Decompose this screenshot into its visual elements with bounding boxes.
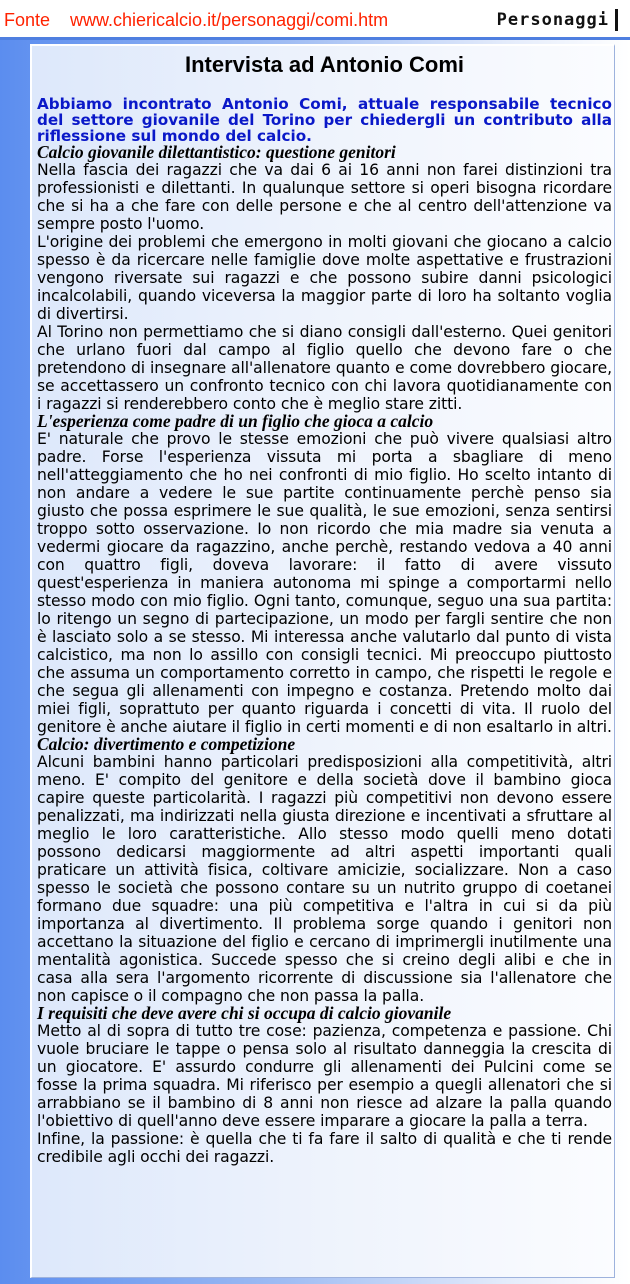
- source-label: Fonte: [4, 10, 51, 30]
- article-intro: Abbiamo incontrato Antonio Comi, attuale responsabile tecnico del settore giovanile del Torino per chiedergli un contributo alla riflessione sul mondo del calcio.: [37, 95, 612, 145]
- paragraph: Metto al di sopra di tutto tre cose: pazienza, competenza e passione. Chi vuole bruciare le tappe o pensa solo al risultato danneggia la crescita di un giocatore. E' assurdo condurre gli allenamenti dei Pulcini come se fosse la prima squadra. Mi riferisco per esempio a quegli allenatori che si arrabbiano se il bambino di 8 anni non riesce ad alzare la palla quando l'obiettivo di quell'anno deve essere imparare a giocare la palla a terra.: [37, 1022, 612, 1130]
- section-heading: Calcio giovanile dilettantistico: questione genitori: [37, 142, 396, 162]
- header-divider: [0, 37, 630, 40]
- section-heading: I requisiti che deve avere chi si occupa di calcio giovanile: [37, 1003, 452, 1023]
- source-link[interactable]: www.chiericalcio.it/personaggi/comi.htm: [70, 10, 389, 30]
- paragraph: L'origine dei problemi che emergono in molti giovani che giocano a calcio spesso è da ricercare nelle famiglie dove molte aspettative e frustrazioni vengono riversate sui ragazzi e che possono subire danni psicologici incalcolabili, quando viceversa la maggior parte di loro ha soltanto voglia di divertirsi.: [37, 233, 612, 323]
- paragraph: Al Torino non permettiamo che si diano consigli dall'esterno. Quei genitori che urlano fuori dal campo al figlio quello che devono fare o che pretendono di insegnare all'allenatore quanto e come dovrebbero giocare, se accettassero un confronto tecnico con chi lavora quotidianamente con i ragazzi si renderebbero conto che è meglio stare zitti.: [37, 323, 612, 413]
- top-bar: [0, 0, 630, 40]
- paragraph: Infine, la passione: è quella che ti fa fare il salto di qualità e che ti rende credibile agli occhi dei ragazzi.: [37, 1130, 612, 1166]
- article-panel: [30, 44, 615, 1278]
- section-title: Personaggi: [497, 9, 618, 31]
- section-heading: Calcio: divertimento e competizione: [37, 734, 296, 754]
- article-title: Intervista ad Antonio Comi: [184, 52, 465, 77]
- paragraph: Alcuni bambini hanno particolari predisposizioni alla competitività, altri meno. E' compito del genitore e della società dove il bambino gioca capire queste particolarità. I ragazzi più competitivi non devono essere penalizzati, ma indirizzati nella giusta direzione e incentivati a sfruttare al meglio le loro caratteristiche. Allo stesso modo quelli meno dotati possono dedicarsi maggiormente ad altri aspetti importanti quali praticare un attività fisica, coltivare amicizie, socializzare. Non a caso spesso le società che possono contare su un nutrito gruppo di coetanei formano due squadre: una più competitiva e l'altra in cui si da più importanza al divertimento. Il problema sorge quando i genitori non accettano la situazione del figlio e cercano di imprimergli inutilmente una mentalità agonistica. Succede spesso che si creino degli alibi e che in casa alla sera l'argomento ricorrente di discussione sia l'allenatore che non capisce o il compagno che non passa la palla.: [37, 753, 612, 1005]
- paragraph: E' naturale che provo le stesse emozioni che può vivere qualsiasi altro padre. Forse l'esperienza vissuta mi porta a sbagliare di meno nell'atteggiamento che ho nei confronti di mio figlio. Ho scelto intanto di non andare a vedere le sue partite continuamente perchè penso sia giusto che possa esprimere le sue qualità, le sue emozioni, senza sentirsi troppo sotto osservazione. Io non ricordo che mia madre sia venuta a vedermi giocare da ragazzino, anche perchè, restando vedova a 40 anni con quattro figli, doveva lavorare: il fatto di avere vissuto quest'esperienza in maniera autonoma mi spinge a comportarmi nello stesso modo con mio figlio. Ogni tanto, comunque, seguo una sua partita: lo ritengo un segno di partecipazione, un modo per fargli sentire che non è lasciato solo a se stesso. Mi interessa anche valutarlo dal punto di vista calcistico, ma non lo assillo con consigli tecnici. Mi preoccupo piuttosto che assuma un comportamento corretto in campo, che rispetti le regole e che segua gli allenamenti con impegno e costanza. Pretendo molto dai miei figli, soprattuto per quanto riguarda i concetti di vita. Il ruolo del genitore è anche aiutare il figlio in certi momenti e di non esaltarlo in altri.: [37, 430, 612, 736]
- source-line: [4, 10, 388, 31]
- section-heading: L'esperienza come padre di un figlio che gioca a calcio: [37, 411, 434, 431]
- paragraph: Nella fascia dei ragazzi che va dai 6 ai 16 anni non farei distinzioni tra professionisti e dilettanti. In qualunque settore si operi bisogna ricordare che si ha a che fare con delle persone e che al centro dell'attenzione va sempre posto l'uomo.: [37, 161, 612, 233]
